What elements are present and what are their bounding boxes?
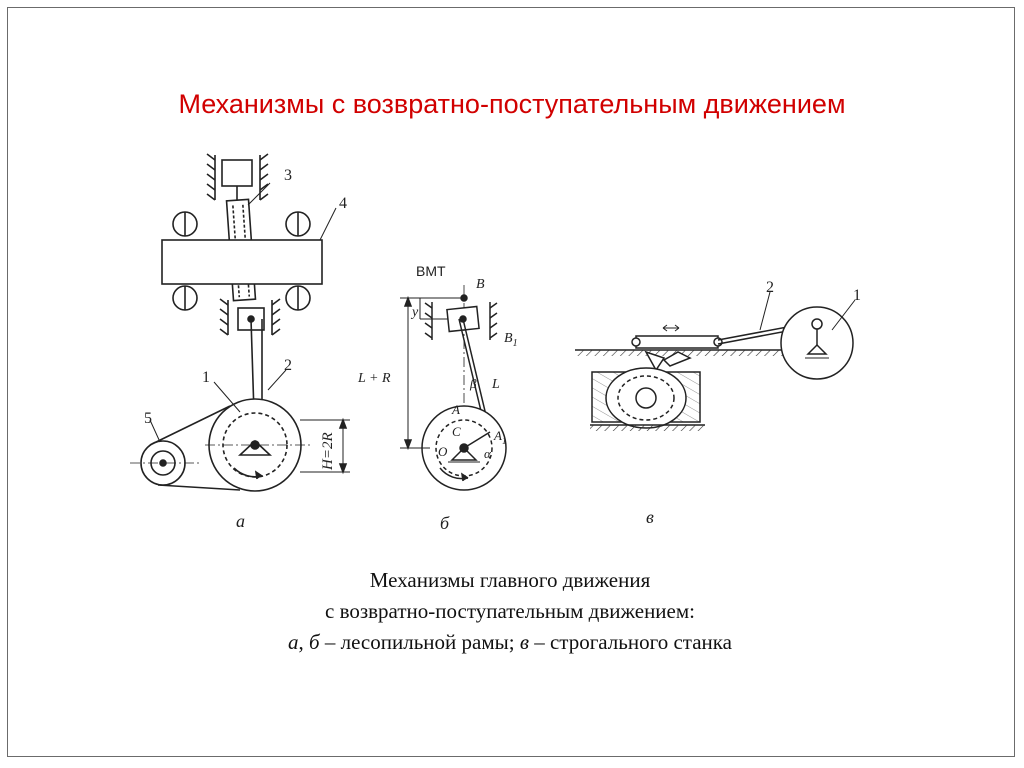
label-b-alpha: α <box>484 446 491 461</box>
caption-text-saw: – лесопильной рамы; <box>319 630 520 654</box>
caption-ref-a: а <box>288 630 299 654</box>
figure-b-labels <box>357 263 518 533</box>
label-b-LR: L + R <box>358 371 391 386</box>
crank-circle-b <box>422 406 506 490</box>
label-a-stroke: H=2R <box>320 432 336 470</box>
caption-ref-b: б <box>309 630 320 654</box>
caption-ref-c: в <box>519 630 529 654</box>
caption-text-planer: – строгального станка <box>528 630 732 654</box>
slide-title: Механизмы с возвратно-поступательным движением <box>178 89 846 119</box>
label-a-4: 4 <box>339 195 347 212</box>
label-a-1: 1 <box>202 369 210 386</box>
carriage <box>632 325 722 370</box>
log-beam <box>162 240 322 284</box>
label-b-y: y <box>412 305 419 320</box>
label-a-3: 3 <box>284 167 292 184</box>
figure-c-caption: в <box>646 507 654 527</box>
figure-b-caption: б <box>440 513 450 533</box>
figure-a-caption: а <box>236 511 245 531</box>
label-a-5: 5 <box>144 410 152 427</box>
label-b-B1: $B_1$ <box>504 331 518 349</box>
label-b-L: L <box>492 377 500 392</box>
label-b-C: C <box>452 424 461 439</box>
label-b-vmt: ВМТ <box>416 263 446 279</box>
caption-line-3 <box>120 627 900 658</box>
figure-c <box>575 292 855 431</box>
label-b-O: O <box>438 444 448 459</box>
label-b-B: B <box>476 277 485 292</box>
label-b-A: A <box>452 402 460 417</box>
figure-a <box>130 154 350 491</box>
figure-caption <box>120 565 900 658</box>
belt-lower <box>158 485 240 490</box>
label-a-2: 2 <box>284 357 292 374</box>
label-b-A1: $A_1$ <box>494 428 507 446</box>
slider-guides <box>425 302 497 340</box>
lower-guide <box>220 299 280 335</box>
caption-line-1: Механизмы главного движения <box>369 568 651 592</box>
label-b-beta: β <box>470 376 477 391</box>
label-c-1: 1 <box>853 287 861 304</box>
workpiece <box>590 368 705 431</box>
caption-sep: , <box>298 630 310 654</box>
label-c-2: 2 <box>766 279 774 296</box>
crank-wheel-c <box>781 307 853 379</box>
caption-line-2: с возвратно-поступательным движением: <box>325 599 695 623</box>
